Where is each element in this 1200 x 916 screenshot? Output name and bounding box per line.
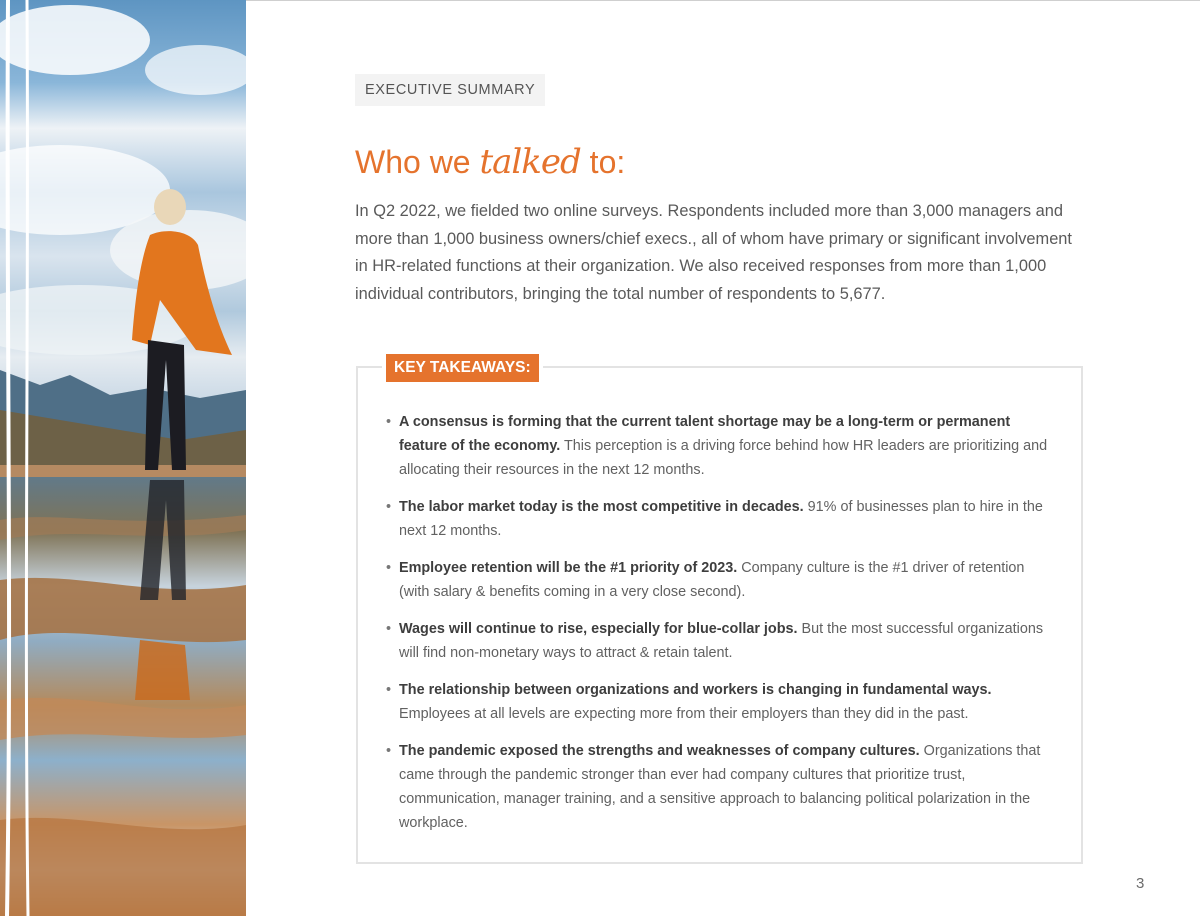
top-divider <box>246 0 1200 1</box>
takeaway-lead: The relationship between organizations and workers is changing in fundamental ways. <box>399 682 992 698</box>
takeaway-lead: Employee retention will be the #1 priority of 2023. <box>399 560 738 576</box>
takeaway-item <box>386 410 1056 482</box>
takeaway-item <box>386 495 1056 543</box>
takeaway-item <box>386 678 1056 726</box>
takeaway-text: Organizations that came through the pandemic stronger than ever had company cultures that prioritize trust, communication, manager training, and a sensitive approach to balancing political polarization in the workplace. <box>399 743 1041 831</box>
intro-paragraph: In Q2 2022, we fielded two online surveys. Respondents included more than 3,000 managers and more than 1,000 business owners/chief execs., all of whom have primary or significant involvement in HR-related functions at their organization. We also received responses from more than 1,000 individual contributors, bringing the total number of respondents to 5,677. <box>355 202 1072 303</box>
takeaway-text: But the most successful organizations will find non-monetary ways to attract & retain talent. <box>399 621 1044 661</box>
cover-photo <box>0 0 246 916</box>
bullet-icon: • <box>386 414 392 430</box>
section-tag: EXECUTIVE SUMMARY <box>355 74 545 106</box>
bullet-icon: • <box>386 682 392 698</box>
key-takeaways-list <box>386 410 1056 848</box>
takeaway-lead: The pandemic exposed the strengths and weaknesses of company cultures. <box>399 743 920 759</box>
heading-emphasis: talked <box>479 142 581 182</box>
bullet-icon: • <box>386 560 392 576</box>
takeaway-item <box>386 556 1056 604</box>
photo-illustration <box>0 0 246 916</box>
takeaway-lead: A consensus is forming that the current talent shortage may be a long-term or permanent feature of the economy. <box>399 414 1011 454</box>
key-takeaways-label: KEY TAKEAWAYS: <box>386 354 539 382</box>
bullet-icon: • <box>386 743 392 759</box>
page-heading <box>355 142 625 182</box>
takeaway-lead: Wages will continue to rise, especially for blue-collar jobs. <box>399 621 798 637</box>
takeaway-lead: The labor market today is the most competitive in decades. <box>399 499 804 515</box>
bullet-icon: • <box>386 621 392 637</box>
takeaway-text: Employees at all levels are expecting more from their employers than they did in the past. <box>399 706 969 722</box>
takeaway-text: 91% of businesses plan to hire in the next 12 months. <box>399 499 1043 539</box>
takeaway-text: This perception is a driving force behind how HR leaders are prioritizing and allocating their resources in the next 12 months. <box>399 438 1048 478</box>
heading-start: Who we <box>355 144 480 180</box>
takeaway-text: Company culture is the #1 driver of retention (with salary & benefits coming in a very close second). <box>399 560 1025 600</box>
bullet-icon: • <box>386 499 392 515</box>
takeaway-item <box>386 617 1056 665</box>
page-number: 3 <box>1136 875 1145 892</box>
heading-end: to: <box>580 144 626 180</box>
takeaway-item <box>386 739 1056 835</box>
